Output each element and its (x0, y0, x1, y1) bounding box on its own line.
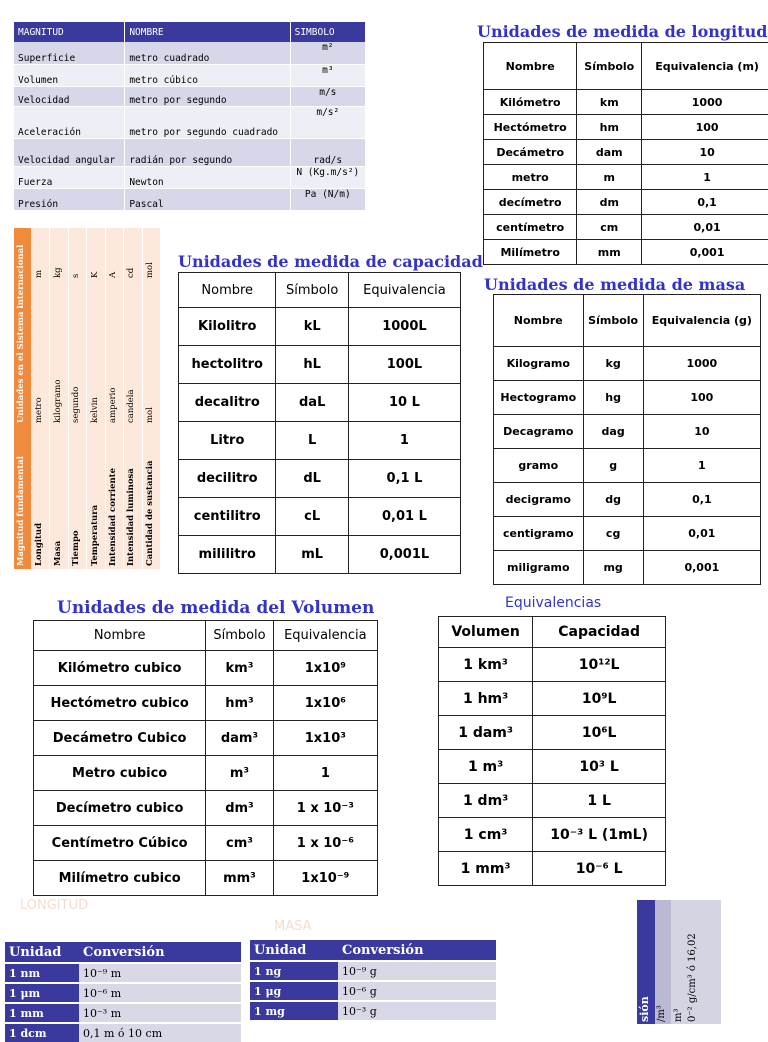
header-unidad: Unidad (5, 942, 79, 963)
table-cell: 0,001 (643, 551, 760, 585)
si-simbolo: s (71, 274, 81, 278)
table-cell: Decámetro (484, 140, 577, 165)
si-magnitud: Tiempo (71, 530, 81, 566)
si-unidad: candela (126, 389, 136, 423)
header-nombre: Nombre (484, 43, 577, 90)
header-capacidad: Capacidad (533, 617, 666, 648)
table-row (34, 861, 378, 896)
table-cell: dam³ (206, 721, 273, 756)
table-cell: Decagramo (494, 415, 584, 449)
table-cell: km (577, 90, 642, 115)
table-cell: 1 μg (250, 981, 338, 1001)
table-cell: 0,001L (348, 536, 460, 574)
cell: Superficie (14, 42, 125, 64)
table-row (439, 716, 666, 750)
si-magnitud: Intensidad luminosa (126, 468, 136, 566)
table-cell: 1000 (642, 90, 768, 115)
table-cell: 10 (643, 415, 760, 449)
table-row (179, 422, 461, 460)
table-cell: hectolitro (179, 346, 276, 384)
table-cell: 1 mm (5, 1003, 79, 1023)
table-row (494, 347, 761, 381)
table-cell: kL (276, 308, 348, 346)
table-cell: gramo (494, 449, 584, 483)
si-simbolo: A (108, 272, 118, 278)
table-cell: 10⁻³ m (79, 1003, 241, 1023)
table-row (5, 983, 241, 1003)
table-cell: dL (276, 460, 348, 498)
masa-table (493, 294, 761, 585)
volumen-title: Unidades de medida del Volumen (57, 598, 374, 618)
table-row (439, 750, 666, 784)
table-cell: L (276, 422, 348, 460)
table-row (494, 381, 761, 415)
table-cell: 0,01 L (348, 498, 460, 536)
header-nombre: Nombre (494, 295, 584, 347)
table-cell: mm³ (206, 861, 273, 896)
table-cell: mm (577, 240, 642, 265)
table-cell: miligramo (494, 551, 584, 585)
table-cell: hL (276, 346, 348, 384)
si-simbolo: K (90, 272, 100, 278)
table-cell: 1 ng (250, 961, 338, 981)
si-magnitud: Longitud (34, 523, 44, 566)
table-cell: 10⁻⁹ m (79, 963, 241, 983)
table-row (494, 415, 761, 449)
table-cell: dag (583, 415, 643, 449)
table-row (484, 140, 768, 165)
table-cell: dm³ (206, 791, 273, 826)
table-cell: 1 m³ (439, 750, 533, 784)
table-cell: 0,001 (642, 240, 768, 265)
table-cell: 10¹²L (533, 648, 666, 682)
fragment-label: m³ (673, 1009, 684, 1023)
table-cell: 1 mg (250, 1001, 338, 1020)
table-cell: 10⁻⁶ L (533, 852, 666, 886)
table-row (179, 460, 461, 498)
si-unidad: segundo (71, 387, 81, 423)
cell: Velocidad (14, 86, 125, 106)
table-row (250, 1001, 496, 1020)
table-row (494, 449, 761, 483)
header-volumen: Volumen (439, 617, 533, 648)
table-cell: Kilolitro (179, 308, 276, 346)
table-cell: 100L (348, 346, 460, 384)
table-cell: 1 μm (5, 983, 79, 1003)
table-cell: dg (583, 483, 643, 517)
table-cell: 1000L (348, 308, 460, 346)
table-row (34, 826, 378, 861)
table-cell: 1 cm³ (439, 818, 533, 852)
si-magnitud: Temperatura (90, 505, 100, 566)
table-cell: 100 (642, 115, 768, 140)
table-cell: mL (276, 536, 348, 574)
table-cell: cL (276, 498, 348, 536)
si-magnitud: Intensidad corriente (108, 468, 118, 566)
table-cell: 1 (348, 422, 460, 460)
header-simbolo: Símbolo (206, 621, 273, 651)
table-cell: Decámetro Cubico (34, 721, 206, 756)
table-cell: 1x10⁹ (273, 651, 377, 686)
table-cell: 10³ L (533, 750, 666, 784)
header-simbolo: Símbolo (276, 273, 348, 308)
table-row (5, 963, 241, 983)
si-unidad: kilogramo (53, 380, 63, 423)
table-cell: cm (577, 215, 642, 240)
cell: m³ (290, 64, 365, 86)
cell: m² (290, 42, 365, 64)
cell: metro por segundo (125, 86, 290, 106)
table-cell: daL (276, 384, 348, 422)
table-cell: decímetro (484, 190, 577, 215)
header-equivalencia: Equivalencia (g) (643, 295, 760, 347)
table-row (484, 90, 768, 115)
table-cell: cm³ (206, 826, 273, 861)
table-cell: m (577, 165, 642, 190)
volumen-table (33, 620, 378, 896)
si-unidad: amperio (108, 388, 118, 424)
table-cell: g (583, 449, 643, 483)
si-unidad: metro (34, 397, 44, 423)
equivalencias-title: Equivalencias (505, 595, 601, 611)
table-cell: 1 dam³ (439, 716, 533, 750)
cell: m/s (290, 86, 365, 106)
table-cell: 0,01 (643, 517, 760, 551)
table-cell: centilitro (179, 498, 276, 536)
table-cell: metro (484, 165, 577, 190)
table-row (494, 517, 761, 551)
longitud-title: Unidades de medida de longitud (477, 22, 767, 41)
table-cell: Kilómetro cubico (34, 651, 206, 686)
table-row (494, 483, 761, 517)
si-magnitud: Masa (53, 541, 63, 566)
table-cell: 0,1 (643, 483, 760, 517)
header-simbolo: Símbolo (577, 43, 642, 90)
bottom-masa-ghost-label: MASA (274, 919, 312, 934)
table-row (484, 240, 768, 265)
table-cell: Kilómetro (484, 90, 577, 115)
cell: N (Kg.m/s²) (290, 166, 365, 188)
cell: Newton (125, 166, 290, 188)
cell: Pascal (125, 188, 290, 210)
table-cell: Centímetro Cúbico (34, 826, 206, 861)
si-unidad: mol (145, 407, 155, 423)
table-row (34, 651, 378, 686)
cell: Velocidad angular (14, 138, 125, 166)
table-cell: 10⁻⁹ g (338, 961, 496, 981)
table-cell: mg (583, 551, 643, 585)
fragment-label: 0⁻² g/cm³ ó 16,02 (687, 933, 698, 1022)
table-cell: Decímetro cubico (34, 791, 206, 826)
table-cell: decigramo (494, 483, 584, 517)
table-cell: 10 (642, 140, 768, 165)
table-row (179, 308, 461, 346)
table-row (34, 721, 378, 756)
table-row (494, 551, 761, 585)
si-header-column (14, 228, 31, 569)
table-cell: 1 (643, 449, 760, 483)
table-cell: Hectogramo (494, 381, 584, 415)
bottom-right-table-fragment (637, 900, 721, 1024)
cell: m/s² (290, 106, 365, 138)
table-row (5, 1003, 241, 1023)
table-cell: Metro cubico (34, 756, 206, 791)
table-row (179, 498, 461, 536)
table-cell: Hectómetro cubico (34, 686, 206, 721)
table-cell: cg (583, 517, 643, 551)
table-cell: 1 dcm (5, 1023, 79, 1042)
si-simbolo: mol (145, 262, 155, 278)
longitud-table (483, 42, 768, 265)
table-row (439, 784, 666, 818)
si-units-table (14, 228, 160, 569)
table-cell: 10⁶L (533, 716, 666, 750)
table-cell: 1x10³ (273, 721, 377, 756)
masa-title: Unidades de medida de masa (484, 275, 745, 294)
table-cell: 10⁻³ L (1mL) (533, 818, 666, 852)
cell: radián por segundo (125, 138, 290, 166)
table-cell: 1 (642, 165, 768, 190)
table-cell: 0,01 (642, 215, 768, 240)
table-cell: decalitro (179, 384, 276, 422)
cell: Aceleración (14, 106, 125, 138)
table-cell: 10⁻³ g (338, 1001, 496, 1020)
table-cell: centigramo (494, 517, 584, 551)
table-row (439, 648, 666, 682)
table-cell: 1 nm (5, 963, 79, 983)
si-simbolo: m (34, 270, 44, 278)
table-cell: 1x10⁻⁹ (273, 861, 377, 896)
table-cell: dam (577, 140, 642, 165)
table-row (179, 536, 461, 574)
table-row (250, 961, 496, 981)
header-equivalencia: Equivalencia (273, 621, 377, 651)
header-nombre: NOMBRE (125, 22, 290, 42)
table-cell: 1 km³ (439, 648, 533, 682)
cell: Volumen (14, 64, 125, 86)
bottom-masa-table (250, 940, 496, 1020)
header-nombre: Nombre (34, 621, 206, 651)
cell: Fuerza (14, 166, 125, 188)
header-nombre: Nombre (179, 273, 276, 308)
table-cell: 1 L (533, 784, 666, 818)
cell: metro cuadrado (125, 42, 290, 64)
table-row (484, 165, 768, 190)
equivalencias-table (438, 616, 666, 886)
header-magnitud: MAGNITUD (14, 22, 125, 42)
table-cell: 10⁻⁶ g (338, 981, 496, 1001)
table-cell: hg (583, 381, 643, 415)
table-cell: Milímetro cubico (34, 861, 206, 896)
cell: metro cúbico (125, 64, 290, 86)
si-header-mag: Magnitud fundamental (16, 456, 26, 566)
table-row (484, 215, 768, 240)
table-cell: m³ (206, 756, 273, 791)
table-cell: 1x10⁶ (273, 686, 377, 721)
table-row (5, 1023, 241, 1042)
header-conversion: Conversión (338, 940, 496, 961)
table-row (250, 981, 496, 1001)
header-unidad: Unidad (250, 940, 338, 961)
table-row (179, 346, 461, 384)
table-cell: centímetro (484, 215, 577, 240)
table-row (439, 852, 666, 886)
table-cell: mililitro (179, 536, 276, 574)
table-cell: 0,1 L (348, 460, 460, 498)
capacidad-title: Unidades de medida de capacidad (178, 252, 483, 271)
header-simbolo: Símbolo (583, 295, 643, 347)
table-cell: kg (583, 347, 643, 381)
capacidad-table (178, 272, 461, 574)
bottom-longitud-table (5, 942, 241, 1042)
si-header-units: Unidades en el Sistema internacional (16, 245, 26, 423)
table-row (34, 686, 378, 721)
table-row (179, 384, 461, 422)
table-cell: 1 dm³ (439, 784, 533, 818)
table-cell: 10⁻⁶ m (79, 983, 241, 1003)
cell: Presión (14, 188, 125, 210)
table-cell: 100 (643, 381, 760, 415)
table-cell: 0,1 m ó 10 cm (79, 1023, 241, 1042)
table-cell: decilitro (179, 460, 276, 498)
cell: metro por segundo cuadrado (125, 106, 290, 138)
table-cell: 1 mm³ (439, 852, 533, 886)
table-cell: Kilogramo (494, 347, 584, 381)
table-cell: Hectómetro (484, 115, 577, 140)
header-equivalencia: Equivalencia (m) (642, 43, 768, 90)
table-cell: 0,1 (642, 190, 768, 215)
cell: Pa (N/m) (290, 188, 365, 210)
table-cell: 1 (273, 756, 377, 791)
table-row (34, 756, 378, 791)
fragment-label: sión (638, 996, 651, 1022)
fragment-label: /m³ (656, 1005, 667, 1022)
table-cell: hm (577, 115, 642, 140)
table-cell: 1000 (643, 347, 760, 381)
si-simbolo: cd (126, 268, 136, 278)
si-unidad: kelvin (90, 397, 100, 423)
table-row (484, 190, 768, 215)
table-row (34, 791, 378, 826)
cell: rad/s (290, 138, 365, 166)
table-cell: 10 L (348, 384, 460, 422)
bottom-longitud-ghost-label: LONGITUD (20, 898, 88, 913)
si-magnitud: Cantidad de sustancia (145, 460, 155, 566)
table-cell: 1 hm³ (439, 682, 533, 716)
table-cell: 1 x 10⁻⁶ (273, 826, 377, 861)
table-row (439, 818, 666, 852)
magnitudes-table (14, 22, 366, 211)
table-cell: 1 x 10⁻³ (273, 791, 377, 826)
si-simbolo: kg (53, 267, 63, 278)
table-cell: hm³ (206, 686, 273, 721)
table-cell: dm (577, 190, 642, 215)
table-row (439, 682, 666, 716)
table-row (484, 115, 768, 140)
table-cell: Litro (179, 422, 276, 460)
header-equivalencia: Equivalencia (348, 273, 460, 308)
table-cell: km³ (206, 651, 273, 686)
header-simbolo: SIMBOLO (290, 22, 365, 42)
table-cell: Milímetro (484, 240, 577, 265)
header-conversion: Conversión (79, 942, 241, 963)
table-cell: 10⁹L (533, 682, 666, 716)
